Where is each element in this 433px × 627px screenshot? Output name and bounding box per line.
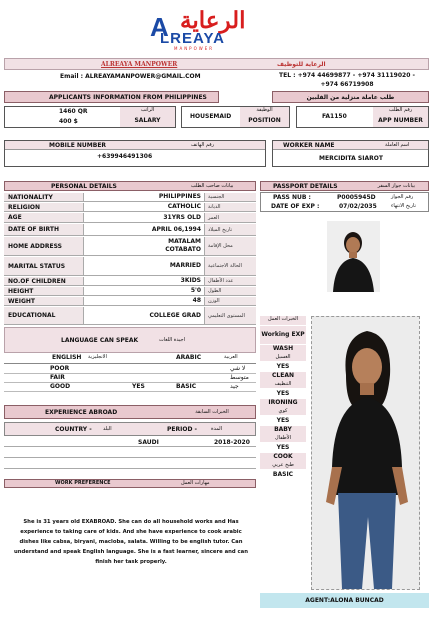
work-pref-title-en: WORK PREFERENCE [55, 480, 111, 486]
skill-label [260, 345, 306, 361]
personal-row-value: 5'0 [190, 287, 201, 294]
personal-row [4, 307, 256, 325]
skill-label-en: CLEAN [272, 372, 294, 379]
personal-title-ar: بيانات صاحب الطلب [190, 183, 234, 189]
personal-row-value: CATHOLIC [167, 203, 201, 210]
personal-details-title [4, 181, 256, 191]
lang-arabic-label: ARABIC [176, 354, 202, 361]
personal-title-en: PERSONAL DETAILS [51, 182, 117, 190]
lang-level-ar: جيد [230, 383, 239, 390]
experience-empty-row [4, 459, 256, 469]
exp-country-value: SAUDI [138, 439, 159, 446]
passport-details-title [260, 181, 429, 191]
personal-row-label: DATE OF BIRTH [4, 224, 84, 235]
skill-value: YES [276, 417, 290, 424]
lang-level-label: FAIR [50, 374, 65, 381]
position-value: HOUSEMAID [190, 113, 232, 120]
lang-level-english: YES [132, 383, 145, 390]
passport-expiry-ar: تاريخ الانتهاء [391, 203, 416, 209]
worker-label: WORKER NAME [283, 142, 335, 149]
skill-value: YES [276, 390, 290, 397]
app-number-box [296, 106, 429, 128]
full-body-photo [311, 316, 420, 590]
position-label: POSITION [240, 117, 289, 127]
personal-row-label: EDUCATIONAL [4, 307, 84, 324]
position-label-ar: الوظيفة [240, 107, 289, 117]
skill-label-en: Working EXP [261, 331, 305, 338]
lang-row-divider [4, 373, 256, 374]
bio-text: She is 31 years old EXABROAD. She can do all household works and Has experience to taking care of kids. And she have experience to cook arabic dishes like cabsa, biryani, macloba, salata. Willing to be english tutor. Can understand and speak English language. She is a fast learner, sincere and can finish her task properly. [13, 519, 249, 565]
personal-row-label: HEIGHT [4, 287, 84, 295]
logo-latin-text: LREAYA [160, 30, 225, 47]
personal-row-label-ar: الطول [204, 287, 256, 295]
logo-initial: A [150, 12, 169, 42]
skill-value: YES [276, 444, 290, 451]
personal-row-label-ar: الحالة الاجتماعية [204, 257, 256, 275]
exp-period-value: 2018-2020 [214, 439, 250, 446]
app-number-value: FA1150 [322, 113, 347, 120]
personal-row-label-ar: الوزن [204, 297, 256, 305]
language-title-band [4, 327, 256, 353]
skill-label-ar: الأطفال [275, 435, 291, 441]
passport-number-ar: رقم الجواز [391, 194, 414, 200]
skill-label-ar: التنظيف [274, 381, 292, 387]
personal-row [4, 277, 256, 286]
agent-name: AGENT:ALONA BUNCAD [260, 593, 429, 608]
skill-value: BASIC [272, 471, 294, 478]
salary-usd: 400 $ [59, 118, 78, 125]
personal-row-label: NO.OF CHILDREN [4, 277, 84, 285]
lang-level-ar: لا شي [230, 365, 246, 372]
personal-row [4, 224, 256, 236]
skill-value: YES [276, 363, 290, 370]
exp-country-ar: البلد [103, 426, 112, 432]
personal-row-label-ar: عدد الأطفال [204, 277, 256, 285]
personal-row-label-ar: محل الإقامة [204, 237, 256, 255]
applicants-title [4, 91, 219, 103]
experience-header-row [4, 422, 256, 436]
salary-label: SALARY [120, 117, 175, 127]
personal-row-label: AGE [4, 213, 84, 222]
company-name-en: ALREAYA MANPOWER [101, 61, 178, 68]
passport-number-value: P0005945D [337, 194, 376, 201]
personal-row [4, 237, 256, 256]
personal-row [4, 203, 256, 212]
personal-row-label-ar: الجنسية [204, 193, 256, 201]
lang-arabic-ar: العربية [224, 354, 238, 360]
worker-value: MERCIDITA SIAROT [319, 155, 383, 162]
exp-country-label: COUNTRY - [55, 426, 92, 433]
skill-label [260, 372, 306, 388]
personal-row [4, 213, 256, 223]
personal-row-value: 48 [192, 297, 201, 304]
lang-row-divider [4, 391, 256, 392]
company-tel: TEL : +974 44699877 - +974 31119020 - +974 66719908 [279, 72, 415, 88]
passport-details-box [260, 192, 429, 212]
personal-row-value: 3KIDS [180, 277, 201, 284]
skill-label [260, 326, 306, 344]
mobile-label: MOBILE NUMBER [49, 142, 107, 149]
lang-english-label: ENGLISH [52, 354, 82, 361]
language-title: LANGUAGE CAN SPEAK [61, 337, 139, 344]
company-logo [150, 8, 282, 50]
personal-row-value: MATALAM COTABATO [165, 238, 201, 253]
personal-row-label: RELIGION [4, 203, 84, 211]
skill-label-en: COOK [273, 453, 293, 460]
skill-label-ar: طبخ عربي [272, 462, 294, 468]
skill-label-en: BABY [274, 426, 292, 433]
personal-row-label: WEIGHT [4, 297, 84, 305]
passport-photo-image [327, 221, 380, 292]
skill-label-ar: الغسيل [275, 354, 291, 360]
lang-divider [4, 363, 256, 364]
mobile-value: +639946491306 [97, 153, 153, 160]
applicants-title-ar-text: طلب عاملة منزلية من الفلبين [306, 93, 395, 101]
personal-row-label: NATIONALITY [4, 193, 84, 201]
salary-label-ar: الراتب [120, 107, 175, 117]
worker-name-box [272, 140, 429, 167]
personal-row-label-ar: الديانة [204, 203, 256, 211]
experience-title-ar: الخبرات السابقة [195, 409, 229, 415]
personal-row-value: COLLEGE GRAD [149, 311, 201, 319]
language-title-ar: اجيدة اللغات [159, 337, 186, 343]
personal-row-label-ar: تاريخ الميلاد [204, 224, 256, 235]
passport-expiry-value: 07/02/2035 [339, 203, 377, 210]
passport-number-label: PASS NUB : [273, 194, 311, 201]
company-name-ar: الرعاية للتوظيف [277, 61, 326, 68]
language-table [4, 354, 256, 390]
exp-period-ar: المدة [211, 426, 223, 432]
skill-label [260, 399, 306, 415]
personal-row-value: 31YRS OLD [163, 213, 201, 221]
applicants-title-ar [272, 91, 429, 103]
app-number-label: APP NUMBER [373, 117, 428, 127]
skills-title-ar: الخبرات العمل [260, 316, 306, 325]
logo-arabic-text: الرعاية [180, 7, 246, 34]
logo-sub-text: MANPOWER [174, 46, 215, 51]
exp-period-label: PERIOD - [167, 426, 198, 433]
skill-label-en: IRONING [268, 399, 298, 406]
personal-row-label: MARITAL STATUS [4, 257, 84, 275]
personal-row-value: MARRIED [169, 262, 201, 269]
experience-empty-row [4, 448, 256, 458]
passport-expiry-label: DATE OF EXP : [271, 203, 320, 210]
company-email: Email : ALREAYAMANPOWER@GMAIL.COM [60, 73, 201, 80]
personal-row-label-ar: المستوى التعليمي [204, 307, 256, 324]
skill-label [260, 426, 306, 442]
worker-header [273, 141, 428, 150]
passport-photo [327, 221, 380, 292]
work-pref-title-ar: مهارات العمل [181, 480, 210, 486]
passport-title-en: PASSPORT DETAILS [273, 182, 338, 190]
position-box [181, 106, 290, 128]
lang-level-label: GOOD [50, 383, 71, 390]
full-body-photo-image [312, 317, 420, 590]
salary-qr: 1460 QR [59, 108, 88, 115]
experience-title-en: EXPERIENCE ABROAD [45, 408, 118, 416]
app-number-label-ar: رقم الطلب [373, 107, 428, 117]
experience-row [4, 437, 256, 447]
experience-title [4, 405, 256, 419]
skill-label-ar: كوي [278, 408, 288, 414]
mobile-label-ar: رقم الهاتف [191, 142, 215, 148]
lang-level-label: POOR [50, 365, 70, 372]
skill-label-en: WASH [272, 345, 294, 352]
mobile-header [5, 141, 265, 150]
personal-row-value: APRIL 06,1994 [151, 225, 201, 233]
personal-row-label: HOME ADDRESS [4, 237, 84, 255]
worker-label-ar: اسم العاملة [385, 142, 410, 148]
company-band [4, 58, 429, 70]
mobile-box [4, 140, 266, 167]
lang-level-ar: متوسط [230, 374, 249, 381]
lang-level-arabic: BASIC [176, 383, 197, 390]
personal-row-value: PHILIPPINES [158, 193, 201, 200]
personal-row [4, 193, 256, 202]
skill-label [260, 453, 306, 469]
work-preference-title [4, 479, 256, 488]
lang-english-ar: الانجليزية [88, 354, 107, 360]
passport-title-ar: بيانات جواز السفر [377, 183, 415, 189]
personal-row-label-ar: العمر [204, 213, 256, 222]
lang-row-divider [4, 382, 256, 383]
personal-row [4, 287, 256, 296]
salary-box [4, 106, 176, 128]
personal-row [4, 257, 256, 276]
personal-row [4, 297, 256, 306]
applicants-title-en: APPLICANTS INFORMATION FROM PHILIPPINES [49, 93, 207, 101]
